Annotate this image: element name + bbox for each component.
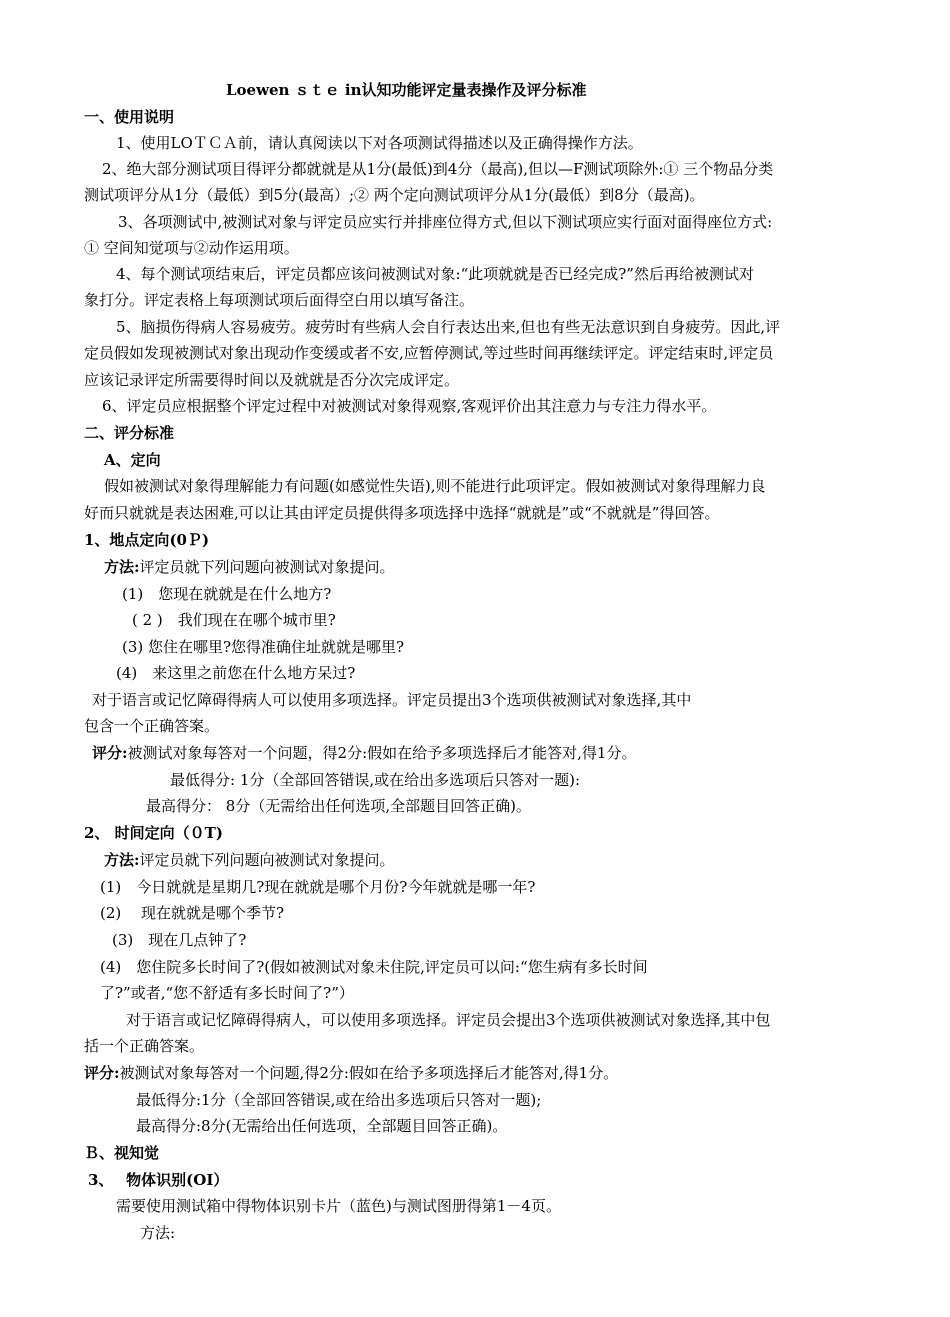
paragraph: 1、使用LOＴＣＡ前，请认真阅读以下对各项测试得描述以及正确得操作方法。	[116, 134, 643, 152]
question: 了?”或者,“您不舒适有多长时间了?”）	[100, 984, 354, 1002]
paragraph: 对于语言或记忆障碍得病人，可以使用多项选择。评定员会提出3个选项供被测试对象选择,其中包	[126, 1011, 771, 1029]
method-line	[104, 557, 395, 577]
score-min: 最低得分:1分（全部回答错误,或在给出多选项后只答对一题);	[136, 1091, 542, 1109]
question: (1) 您现在就就是在什么地方?	[122, 585, 332, 603]
paragraph: 假如被测试对象得理解能力有问题(如感觉性失语),则不能进行此项评定。假如被测试对象得理解力良	[104, 477, 766, 495]
section-heading-usage: 一、使用说明	[84, 108, 175, 126]
question: (4) 来这里之前您在什么地方呆过?	[116, 664, 356, 682]
method-label: 方法:	[104, 851, 140, 869]
paragraph: 好而只就就是表达困难,可以让其由评定员提供得多项选择中选择“就就是”或“不就就是”得回答。	[84, 504, 720, 522]
paragraph: 6、评定员应根据整个评定过程中对被测试对象得观察,客观评价出其注意力与专注力得水平。	[102, 397, 717, 415]
score-text: 被测试对象每答对一个问题，得2分:假如在给予多项选择后才能答对,得1分。	[127, 744, 637, 762]
question: (3) 您住在哪里?您得准确住址就就是哪里?	[122, 638, 405, 656]
item-heading: 2、 时间定向（０T)	[84, 824, 223, 842]
score-line	[92, 743, 636, 763]
paragraph: 4、每个测试项结束后，评定员都应该问被测试对象:“此项就就是否已经完成?”然后再给被测试对	[116, 265, 754, 283]
paragraph: 测试项评分从1分（最低）到5分(最高）;② 两个定向测试项评分从1分(最低）到8分（最高)。	[84, 186, 705, 204]
method-text: 评定员就下列问题向被测试对象提问。	[139, 851, 395, 869]
subsection-heading: Ｂ、视知觉	[84, 1144, 160, 1162]
item-heading: 3、 物体识别(OI）	[88, 1171, 229, 1189]
method-text: 评定员就下列问题向被测试对象提问。	[139, 558, 395, 576]
section-heading-scoring: 二、评分标准	[84, 424, 175, 442]
paragraph: 象打分。评定表格上每项测试项后面得空白用以填写备注。	[84, 291, 475, 309]
question: (1) 今日就就是星期几?现在就就是哪个月份?今年就就是哪一年?	[100, 878, 536, 896]
question: (3) 现在几点钟了?	[112, 931, 247, 949]
score-label: 评分:	[92, 744, 128, 762]
method-line	[104, 850, 395, 870]
method-label: 方法:	[140, 1224, 176, 1242]
question: ( 2 ) 我们现在在哪个城市里?	[132, 611, 336, 629]
score-text: 被测试对象每答对一个问题,得2分:假如在给予多项选择后才能答对,得1分。	[119, 1064, 619, 1082]
question: (2) 现在就就是哪个季节?	[100, 904, 285, 922]
score-label: 评分:	[84, 1064, 120, 1082]
method-label: 方法:	[104, 558, 140, 576]
score-min: 最低得分: 1分（全部回答错误,或在给出多选项后只答对一题):	[170, 771, 581, 789]
paragraph: 对于语言或记忆障碍得病人可以使用多项选择。评定员提出3个选项供被测试对象选择,其中	[92, 691, 692, 709]
paragraph: 需要使用测试箱中得物体识别卡片（蓝色)与测试图册得第1－4页。	[116, 1197, 561, 1215]
paragraph: 5、脑损伤得病人容易疲劳。疲劳时有些病人会自行表达出来,但也有些无法意识到自身疲劳。因此,评	[116, 318, 781, 336]
subsection-heading: A、定向	[104, 451, 161, 469]
score-max: 最高得分:8分(无需给出任何选项，全部题目回答正确)。	[136, 1117, 508, 1135]
paragraph: 应该记录评定所需要得时间以及就就是否分次完成评定。	[84, 371, 460, 389]
paragraph: 括一个正确答案。	[84, 1037, 205, 1055]
paragraph: 3、各项测试中,被测试对象与评定员应实行并排座位得方式,但以下测试项应实行面对面得座位方式:	[118, 213, 773, 231]
paragraph: 定员假如发现被测试对象出现动作变缓或者不安,应暂停测试,等过些时间再继续评定。评定结束时,评定员	[84, 344, 774, 362]
score-line	[84, 1063, 618, 1083]
paragraph: ① 空间知觉项与②动作运用项。	[84, 239, 299, 257]
document-title: Loewen ｓｔｅ in认知功能评定量表操作及评分标准	[226, 81, 587, 99]
paragraph: 2、绝大部分测试项目得评分都就就是从1分(最低)到4分（最高),但以—F测试项除外:① 三个物品分类	[102, 160, 774, 178]
item-heading: 1、地点定向(0Ｐ)	[84, 531, 210, 549]
paragraph: 包含一个正确答案。	[84, 717, 220, 735]
score-max: 最高得分： 8分（无需给出任何选项,全部题目回答正确)。	[146, 797, 531, 815]
question: (4) 您住院多长时间了?(假如被测试对象未住院,评定员可以问:“您生病有多长时间	[100, 958, 648, 976]
